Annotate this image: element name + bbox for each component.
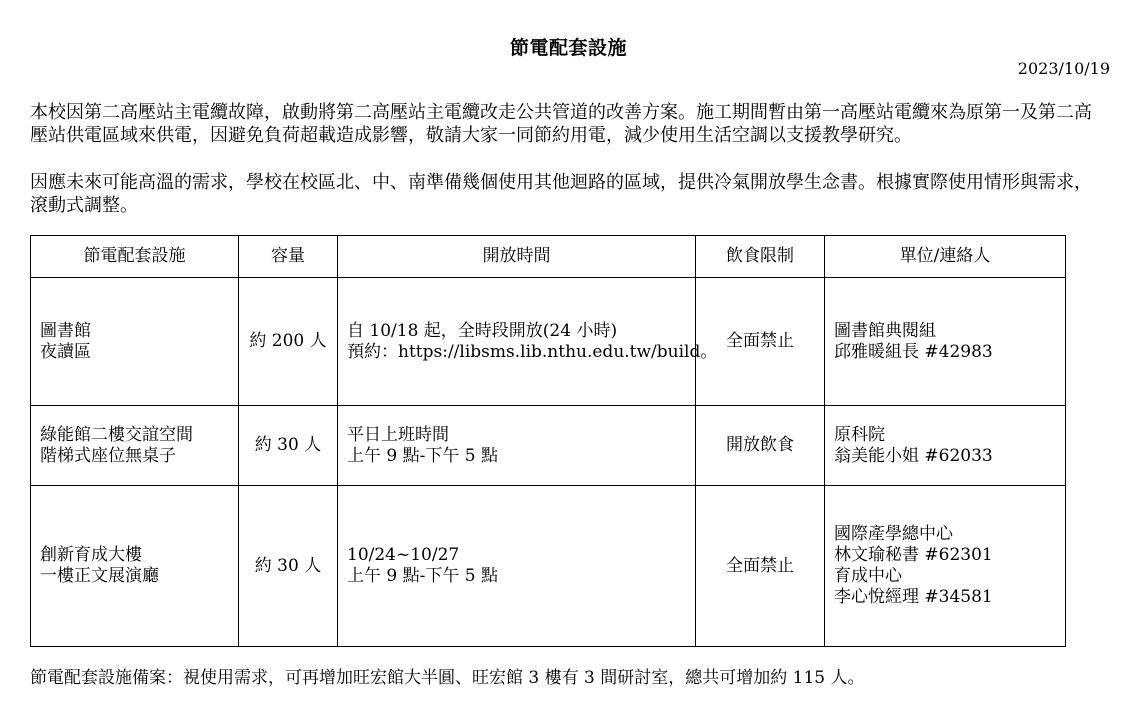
capacity-cell: 約 30 人 [239, 486, 338, 647]
hours-cell [338, 406, 696, 486]
table-row [31, 486, 1066, 647]
hours-line: 10/24~10/27 [347, 545, 460, 565]
contact-line: 李心悅經理 #34581 [834, 587, 993, 607]
hours-line: 上午 9 點-下午 5 點 [347, 566, 498, 586]
contact-line: 邱雅暖組長 #42983 [834, 341, 993, 362]
contact-line: 國際產學總中心 [834, 524, 953, 544]
contact-line: 林文瑜秘書 #62301 [834, 545, 993, 565]
capacity-cell: 約 30 人 [239, 406, 338, 486]
contact-cell [825, 406, 1066, 486]
hours-line: 預約：https://libsms.lib.nthu.edu.tw/build。 [347, 341, 718, 362]
hours-cell [338, 278, 718, 406]
hours-line: 平日上班時間 [347, 424, 449, 445]
capacity-cell: 約 200 人 [239, 278, 338, 406]
facility-name: 綠能館二樓交誼空間 [40, 424, 193, 445]
document-date: 2023/10/19 [1017, 59, 1110, 78]
facility-detail: 一樓正文展演廳 [40, 566, 159, 586]
header-capacity: 容量 [239, 236, 338, 278]
intro-paragraph: 本校因第二高壓站主電纜故障，啟動將第二高壓站主電纜改走公共管道的改善方案。施工期間暫由第一高壓站電纜來為原第一及第二高壓站供電區域來供電，因避免負荷超載造成影響，敬請大家一同節約用電，減少使用生活空調以支援教學研究。 [30, 102, 1092, 146]
hours-cell [338, 486, 696, 647]
header-contact: 單位/連絡人 [825, 236, 1066, 278]
contact-line: 原科院 [834, 424, 885, 445]
facility-name: 圖書館 [40, 320, 91, 341]
food-cell: 全面禁止 [696, 486, 825, 647]
hours-line: 自 10/18 起，全時段開放(24 小時) [347, 320, 618, 341]
table-header-row [31, 236, 1066, 278]
facility-cell [31, 406, 239, 486]
header-food: 飲食限制 [696, 236, 825, 278]
contact-line: 育成中心 [834, 566, 902, 586]
contact-line: 翁美能小姐 #62033 [834, 445, 993, 466]
contact-cell [825, 278, 1066, 406]
page-title: 節電配套設施 [509, 37, 627, 59]
facility-detail: 夜讀區 [40, 341, 91, 362]
facility-cell [31, 278, 239, 406]
notice-paragraph: 因應未來可能高溫的需求，學校在校區北、中、南準備幾個使用其他迴路的區域，提供冷氣開放學生念書。根據實際使用情形與需求，滾動式調整。 [30, 172, 1092, 216]
contact-cell [825, 486, 1066, 647]
table-row [31, 406, 1066, 486]
header-hours: 開放時間 [338, 236, 696, 278]
hours-line: 上午 9 點-下午 5 點 [347, 445, 498, 466]
contact-line: 圖書館典閱組 [834, 320, 936, 341]
facility-name: 創新育成大樓 [40, 545, 142, 565]
table-row [31, 278, 1066, 406]
food-cell: 全面禁止 [696, 278, 825, 406]
header-facility: 節電配套設施 [31, 236, 239, 278]
facilities-table [30, 235, 1066, 647]
backup-plan-note: 節電配套設施備案：視使用需求，可再增加旺宏館大半圓、旺宏館 3 樓有 3 間研討室，總共可增加約 115 人。 [30, 668, 865, 688]
food-cell: 開放飲食 [696, 406, 825, 486]
facility-cell [31, 486, 239, 647]
facility-detail: 階梯式座位無桌子 [40, 445, 176, 466]
